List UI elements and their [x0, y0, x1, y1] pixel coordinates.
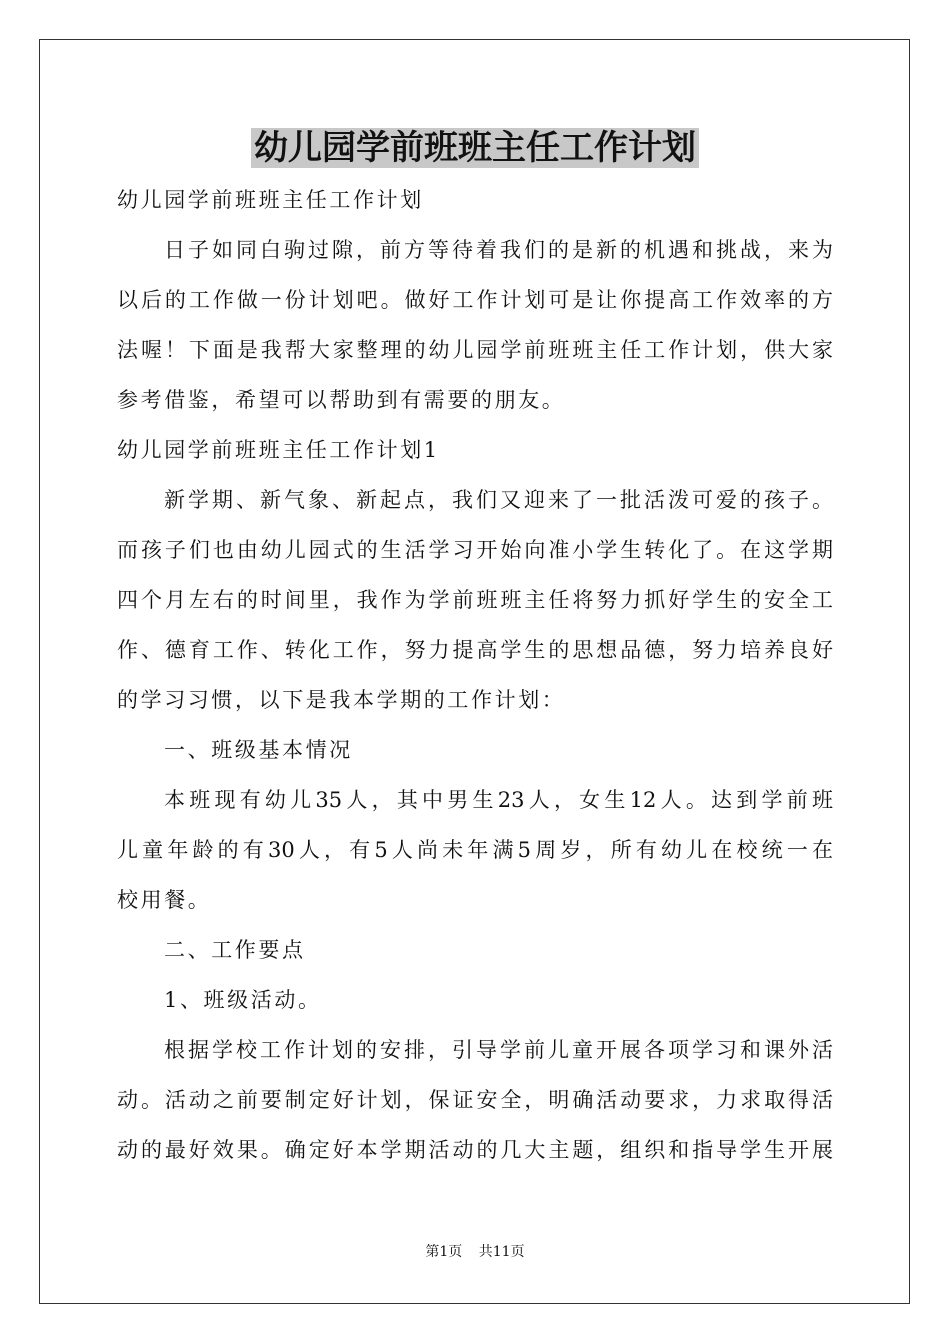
paragraph-line: 校用餐。 — [117, 888, 212, 912]
paragraph-line: 四个月左右的时间里，我作为学前班班主任将努力抓好学生的安全工 — [117, 588, 833, 612]
document-title-text: 幼儿园学前班班主任工作计划 — [251, 128, 699, 168]
paragraph-line: 的学习习惯，以下是我本学期的工作计划： — [117, 688, 566, 712]
paragraph-line: 新学期、新气象、新起点，我们又迎来了一批活泼可爱的孩子。 — [164, 488, 833, 512]
document-body — [117, 178, 833, 1178]
paragraph-line: 法喔！下面是我帮大家整理的幼儿园学前班班主任工作计划，供大家 — [117, 338, 833, 362]
page-footer — [0, 1242, 950, 1262]
paragraph-line: 以后的工作做一份计划吧。做好工作计划可是让你提高工作效率的方 — [117, 288, 833, 312]
section-heading: 二、工作要点 — [164, 938, 306, 962]
paragraph-line: 而孩子们也由幼儿园式的生活学习开始向准小学生转化了。在这学期 — [117, 538, 833, 562]
paragraph-line: 作、德育工作、转化工作，努力提高学生的思想品德，努力培养良好 — [117, 638, 833, 662]
section-heading: 一、班级基本情况 — [164, 738, 353, 762]
paragraph-line: 动。活动之前要制定好计划，保证安全，明确活动要求，力求取得活 — [117, 1088, 833, 1112]
subtitle-line: 幼儿园学前班班主任工作计划 — [117, 188, 424, 212]
page-number: 第1页 — [425, 1244, 463, 1260]
section-heading: 幼儿园学前班班主任工作计划1 — [117, 438, 440, 462]
paragraph-line: 动的最好效果。确定好本学期活动的几大主题，组织和指导学生开展 — [117, 1138, 833, 1162]
page-total: 共11页 — [478, 1244, 525, 1260]
paragraph-line: 日子如同白驹过隙，前方等待着我们的是新的机遇和挑战，来为 — [164, 238, 833, 262]
paragraph-line: 本班现有幼儿35人，其中男生23人，女生12人。达到学前班 — [164, 788, 833, 812]
document-title — [0, 124, 950, 172]
paragraph-line: 参考借鉴，希望可以帮助到有需要的朋友。 — [117, 388, 566, 412]
subsection-heading: 1、班级活动。 — [164, 988, 322, 1012]
paragraph-line: 根据学校工作计划的安排，引导学前儿童开展各项学习和课外活 — [164, 1038, 833, 1062]
paragraph-line: 儿童年龄的有30人，有5人尚未年满5周岁，所有幼儿在校统一在 — [117, 838, 833, 862]
